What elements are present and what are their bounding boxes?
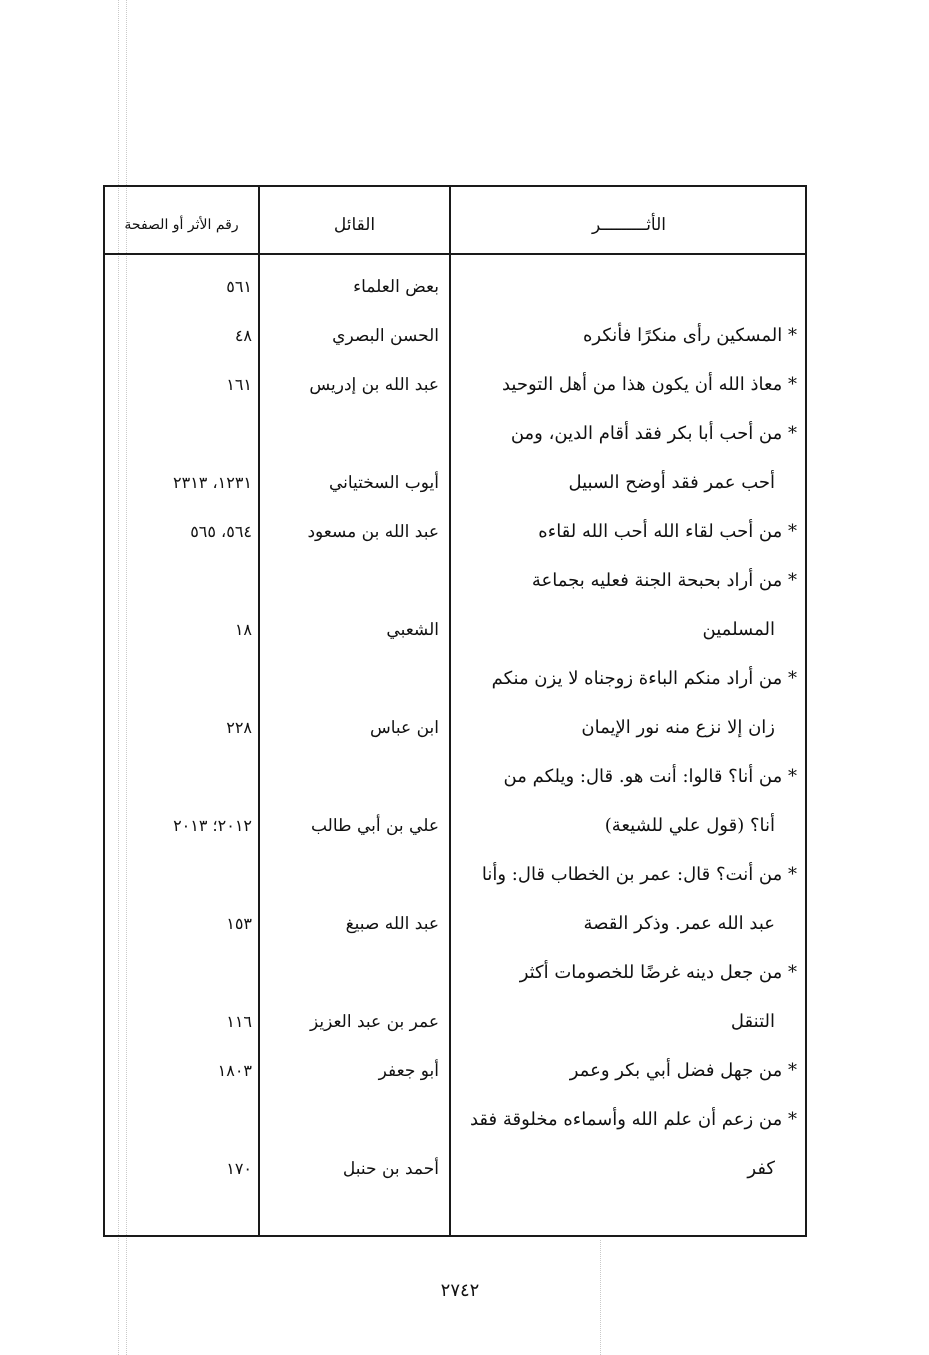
athar-text: عبد الله عمر. وذكر القصة [583,913,775,934]
reference-number: ١٦١ [226,375,252,394]
athar-text: * من أراد بحبحة الجنة فعليه بجماعة [531,570,797,591]
athar-text [455,267,797,307]
index-table [103,185,807,1237]
speaker-name: الحسن البصري [332,326,439,346]
athar-text: المسلمين [702,619,775,640]
header-divider [105,253,805,255]
speaker-name: عمر بن عبد العزيز [309,1012,439,1032]
reference-number: ٥٦٤، ٥٦٥ [190,522,252,541]
speaker-name [265,561,439,601]
reference-number [109,561,252,601]
reference-number: ١٨٠٣ [217,1061,252,1080]
athar-text: * من أراد منكم الباءة زوجناه لا يزن منكم [491,668,797,689]
speaker-name: عبد الله بن إدريس [309,375,439,395]
reference-number [109,757,252,797]
speaker-name [265,953,439,993]
page-number: ٢٧٤٢ [440,1280,480,1301]
athar-text: * من جعل دينه غرضًا للخصومات أكثر [519,962,797,983]
athar-text: أنا؟ (قول علي للشيعة) [604,815,775,836]
speaker-name [265,855,439,895]
athar-text: أحب عمر فقد أوضح السبيل [568,472,775,493]
header-reference: رقم الأثر أو الصفحة [124,217,239,233]
reference-number: ٢٢٨ [226,718,252,737]
speaker-name: أحمد بن حنبل [342,1159,439,1179]
reference-number: ١٨ [234,620,252,639]
athar-text: * من أنا؟ قالوا: أنت هو. قال: ويلكم من [503,766,797,787]
reference-number [109,953,252,993]
reference-number: ١٢٣١، ٢٣١٣ [173,473,252,492]
speaker-name [265,757,439,797]
athar-text: * من أنت؟ قال: عمر بن الخطاب قال: وأنا [481,864,797,885]
speaker-name [265,659,439,699]
speaker-name: بعض العلماء [353,277,439,297]
speaker-name: ابن عباس [369,718,439,738]
reference-number [109,1100,252,1140]
reference-number: ١٧٠ [226,1159,252,1178]
reference-number: ٢٠١٢؛ ٢٠١٣ [173,816,252,835]
header-speaker: القائل [333,215,376,235]
speaker-name: علي بن أبي طالب [310,816,439,836]
column-divider [258,187,260,1235]
reference-number: ٤٨ [234,326,252,345]
athar-text: التنقل [730,1011,775,1032]
reference-number: ٥٦١ [226,277,252,296]
reference-number [109,659,252,699]
header-athar: الأثـــــــــر [591,215,667,235]
speaker-name: الشعبي [386,620,439,640]
speaker-name: عبد الله بن مسعود [307,522,439,542]
speaker-name [265,414,439,454]
reference-number [109,414,252,454]
athar-text: زان إلا نزع منه نور الإيمان [581,717,775,738]
reference-number [109,855,252,895]
athar-text: * المسكين رأى منكرًا فأنكره [582,325,797,346]
athar-text: * من جهل فضل أبي بكر وعمر [569,1060,797,1081]
reference-number: ١٥٣ [226,914,252,933]
reference-number: ١١٦ [226,1012,252,1031]
speaker-name: أبو جعفر [378,1061,439,1081]
speaker-name [265,1100,439,1140]
scan-guide-line [600,1240,601,1355]
column-divider [449,187,451,1235]
athar-text: * معاذ الله أن يكون هذا من أهل التوحيد [501,374,797,395]
speaker-name: أيوب السختياني [328,473,439,493]
athar-text: * من زعم أن علم الله وأسماءه مخلوقة فقد [469,1109,797,1130]
athar-text: * من أحب أبا بكر فقد أقام الدين، ومن [510,423,797,444]
athar-text: * من أحب لقاء الله أحب الله لقاءه [538,521,797,542]
speaker-name: عبد الله صبيغ [345,914,439,934]
athar-text: كفر [747,1158,775,1179]
